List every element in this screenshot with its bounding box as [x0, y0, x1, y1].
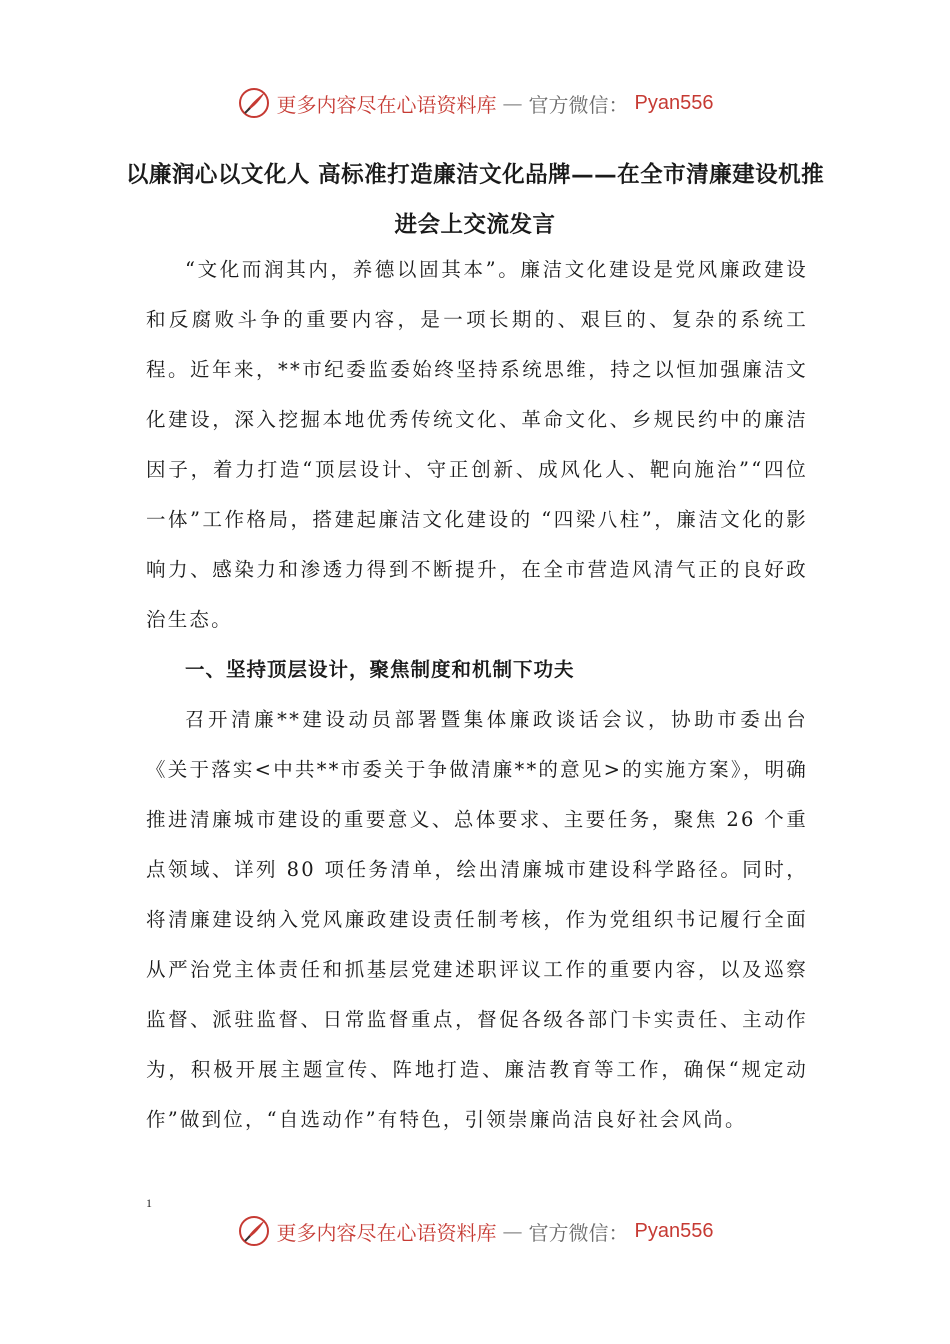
- banner-wechat-label: 官方微信：: [528, 1220, 629, 1245]
- quill-logo-icon: [237, 1214, 271, 1248]
- footer-banner: [0, 1209, 950, 1253]
- banner-wechat-id: Pyan556: [634, 91, 714, 114]
- banner-separator: —: [502, 1219, 523, 1243]
- header-banner: [0, 81, 950, 125]
- section-1-paragraph: 召开清廉**建设动员部署暨集体廉政谈话会议，协助市委出台《关于落实<中共**市委关于争做清廉**的意见>的实施方案》，明确推进清廉城市建设的重要意义、总体要求、主要任务，聚焦 26 个重点领域、详列 80 项任务清单，绘出清廉城市建设科学路径。同时，将清廉建设纳入党风廉政建设责任制考核，作为党组织书记履行全面从严治党主体责任和抓基层党建述职评议工作的重要内容，以及巡察监督、派驻监督、日常监督重点，督促各级各部门卡实责任、主动作为，积极开展主题宣传、阵地打造、廉洁教育等工作，确保“规定动作”做到位，“自选动作”有特色，引领崇廉尚洁良好社会风尚。: [146, 708, 808, 1131]
- banner-text: 更多内容尽在心语资料库: [276, 92, 497, 117]
- document-body: [146, 245, 808, 1145]
- banner-wechat-label: 官方微信：: [528, 92, 629, 117]
- document-title: 以廉润心以文化人 高标准打造廉洁文化品牌——在全市清廉建设机推进会上交流发言: [125, 162, 825, 238]
- intro-paragraph: “文化而润其内，养德以固其本”。廉洁文化建设是党风廉政建设和反腐败斗争的重要内容，是一项长期的、艰巨的、复杂的系统工程。近年来，**市纪委监委始终坚持系统思维，持之以恒加强廉洁文化建设，深入挖掘本地优秀传统文化、革命文化、乡规民约中的廉洁因子，着力打造“顶层设计、守正创新、成风化人、靶向施治”“四位一体”工作格局，搭建起廉洁文化建设的 “四梁八柱”，廉洁文化的影响力、感染力和渗透力得到不断提升，在全市营造风清气正的良好政治生态。: [146, 258, 808, 631]
- banner-wechat-id: Pyan556: [634, 1219, 714, 1242]
- page-number: 1: [146, 1196, 152, 1210]
- banner-separator: —: [502, 91, 523, 115]
- banner-text: 更多内容尽在心语资料库: [276, 1220, 497, 1245]
- quill-logo-icon: [237, 86, 271, 120]
- section-1-heading: 一、坚持顶层设计，聚焦制度和机制下功夫: [185, 658, 575, 681]
